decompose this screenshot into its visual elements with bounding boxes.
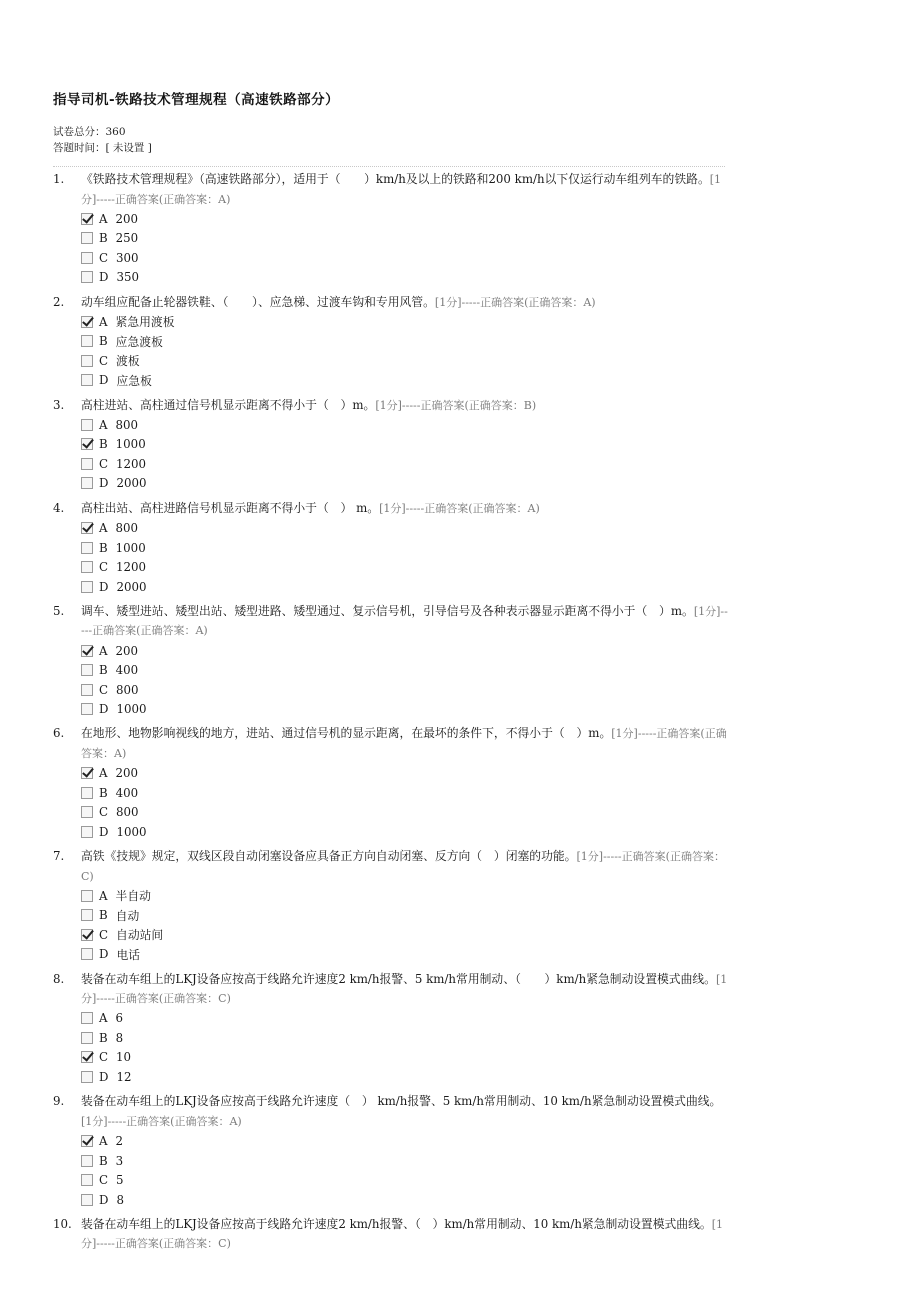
option-letter: C bbox=[99, 682, 109, 697]
option-text: 8 bbox=[115, 1030, 124, 1045]
option-letter: A bbox=[99, 211, 108, 226]
option-text: 800 bbox=[115, 417, 139, 432]
question-item bbox=[53, 602, 728, 719]
divider bbox=[53, 166, 725, 167]
question-stem bbox=[53, 499, 728, 519]
option-a[interactable] bbox=[81, 641, 728, 661]
question-number: 3. bbox=[53, 397, 65, 412]
question-score-answer: [1分]-----正确答案(正确答案：A) bbox=[81, 173, 722, 206]
option-a[interactable] bbox=[81, 415, 728, 435]
question-item bbox=[53, 1215, 728, 1254]
option-text: 2000 bbox=[116, 476, 147, 491]
question-item bbox=[53, 847, 728, 964]
checkbox[interactable] bbox=[81, 787, 93, 799]
question-stem bbox=[53, 724, 728, 763]
option-letter: D bbox=[99, 824, 109, 839]
checkbox[interactable] bbox=[81, 581, 93, 593]
question-item bbox=[53, 970, 728, 1087]
question-stem bbox=[53, 970, 728, 1009]
option-text: 12 bbox=[116, 1069, 132, 1084]
question-item bbox=[53, 396, 728, 494]
checkbox[interactable] bbox=[81, 1032, 93, 1044]
option-b[interactable] bbox=[81, 229, 728, 249]
option-a[interactable] bbox=[81, 518, 728, 538]
option-c[interactable] bbox=[81, 1170, 728, 1190]
option-a[interactable] bbox=[81, 886, 728, 906]
page-title: 指导司机-铁路技术管理规程（高速铁路部分） bbox=[53, 92, 340, 108]
question-list bbox=[53, 170, 728, 1259]
question-item bbox=[53, 293, 728, 391]
option-text: 1200 bbox=[116, 560, 147, 575]
option-d[interactable] bbox=[81, 1190, 728, 1210]
option-b[interactable] bbox=[81, 906, 728, 926]
option-text: 2000 bbox=[116, 579, 147, 594]
option-letter: B bbox=[99, 437, 108, 452]
option-list bbox=[53, 415, 728, 493]
option-text: 400 bbox=[115, 663, 139, 678]
option-text: 800 bbox=[116, 805, 139, 820]
checkbox-checked[interactable] bbox=[81, 438, 93, 450]
question-text: 高柱进站、高柱通过信号机显示距离不得小于（ ）m。 bbox=[81, 397, 376, 412]
option-text: 8 bbox=[116, 1192, 124, 1207]
option-letter: C bbox=[99, 927, 109, 942]
option-c[interactable] bbox=[81, 925, 728, 945]
option-letter: A bbox=[99, 521, 108, 536]
checkbox[interactable] bbox=[81, 826, 93, 838]
option-text: 应急板 bbox=[116, 373, 152, 388]
question-text: 高铁《技规》规定，双线区段自动闭塞设备应具备正方向自动闭塞、反方向（ ）闭塞的功能。 bbox=[81, 849, 577, 864]
option-letter: B bbox=[99, 663, 108, 678]
option-text: 200 bbox=[115, 643, 139, 658]
option-list bbox=[53, 641, 728, 719]
question-score-answer: [1分]-----正确答案(正确答案：A) bbox=[81, 1114, 242, 1128]
question-score-answer: [1分]-----正确答案(正确答案：A) bbox=[81, 727, 727, 760]
option-letter: C bbox=[99, 456, 109, 471]
question-stem bbox=[53, 396, 728, 416]
option-text: 250 bbox=[115, 231, 139, 246]
answer-time: 答题时间：[ 未设置 ] bbox=[53, 142, 152, 154]
option-d[interactable] bbox=[81, 371, 728, 391]
option-d[interactable] bbox=[81, 474, 728, 494]
option-text: 1000 bbox=[115, 540, 146, 555]
checkbox-checked[interactable] bbox=[81, 1051, 93, 1063]
option-text: 400 bbox=[115, 785, 139, 800]
option-letter: A bbox=[99, 766, 108, 781]
checkbox[interactable] bbox=[81, 1012, 93, 1024]
total-score: 试卷总分：360 bbox=[53, 126, 126, 138]
option-a[interactable] bbox=[81, 763, 728, 783]
option-b[interactable] bbox=[81, 1028, 728, 1048]
checkbox[interactable] bbox=[81, 1155, 93, 1167]
checkbox-checked[interactable] bbox=[81, 1135, 93, 1147]
option-list bbox=[53, 763, 728, 841]
checkbox[interactable] bbox=[81, 335, 93, 347]
checkbox[interactable] bbox=[81, 890, 93, 902]
question-number: 6. bbox=[53, 726, 65, 741]
question-text: 《铁路技术管理规程》（高速铁路部分），适用于（ ）km/h及以上的铁路和200 km/h以下仅运行动车组列车的铁路。 bbox=[81, 172, 710, 186]
question-number: 5. bbox=[53, 603, 65, 618]
option-c[interactable] bbox=[81, 454, 728, 474]
question-number: 4. bbox=[53, 500, 65, 515]
option-list bbox=[53, 312, 728, 390]
option-d[interactable] bbox=[81, 822, 728, 842]
question-text: 装备在动车组上的LKJ设备应按高于线路允许速度2 km/h报警、（ ）km/h常用制动、10 km/h紧急制动设置模式曲线。 bbox=[81, 1216, 712, 1231]
question-stem bbox=[53, 293, 728, 313]
option-letter: C bbox=[99, 1050, 109, 1065]
question-score-answer: [1分]-----正确答案(正确答案：C) bbox=[81, 972, 728, 1006]
checkbox[interactable] bbox=[81, 561, 93, 573]
checkbox[interactable] bbox=[81, 664, 93, 676]
option-letter: C bbox=[99, 560, 109, 575]
option-letter: D bbox=[99, 373, 109, 388]
option-c[interactable] bbox=[81, 557, 728, 577]
option-letter: B bbox=[99, 785, 108, 800]
question-number: 7. bbox=[53, 849, 65, 864]
option-letter: A bbox=[99, 643, 108, 658]
option-letter: D bbox=[99, 270, 109, 285]
option-text: 1000 bbox=[116, 702, 147, 717]
question-score-answer: [1分]-----正确答案(正确答案：C) bbox=[81, 850, 725, 883]
option-letter: A bbox=[99, 417, 108, 432]
option-b[interactable] bbox=[81, 783, 728, 803]
option-letter: B bbox=[99, 334, 108, 349]
option-a[interactable] bbox=[81, 209, 728, 229]
question-stem bbox=[53, 170, 728, 209]
question-score-answer: [1分]-----正确答案(正确答案：A) bbox=[434, 295, 596, 309]
option-text: 200 bbox=[115, 766, 139, 781]
option-letter: C bbox=[99, 250, 109, 265]
option-text: 1000 bbox=[116, 824, 147, 839]
option-text: 半自动 bbox=[115, 889, 151, 904]
option-c[interactable] bbox=[81, 1048, 728, 1068]
option-c[interactable] bbox=[81, 248, 728, 268]
option-list bbox=[53, 518, 728, 596]
question-item bbox=[53, 1092, 728, 1209]
checkbox[interactable] bbox=[81, 477, 93, 489]
checkbox[interactable] bbox=[81, 458, 93, 470]
checkbox[interactable] bbox=[81, 419, 93, 431]
option-letter: D bbox=[99, 579, 109, 594]
option-text: 10 bbox=[116, 1050, 132, 1065]
checkbox[interactable] bbox=[81, 232, 93, 244]
checkbox-checked[interactable] bbox=[81, 522, 93, 534]
question-text: 在地形、地物影响视线的地方，进站、通过信号机的显示距离，在最坏的条件下，不得小于（ ）m。 bbox=[81, 726, 612, 741]
option-a[interactable] bbox=[81, 312, 728, 332]
checkbox[interactable] bbox=[81, 252, 93, 264]
option-letter: B bbox=[99, 1153, 108, 1168]
option-letter: D bbox=[99, 702, 109, 717]
option-letter: C bbox=[99, 353, 109, 368]
option-c[interactable] bbox=[81, 351, 728, 371]
option-text: 300 bbox=[116, 250, 139, 265]
option-letter: D bbox=[99, 1192, 109, 1207]
question-number: 9. bbox=[53, 1094, 65, 1109]
option-text: 800 bbox=[116, 682, 139, 697]
checkbox-checked[interactable] bbox=[81, 929, 93, 941]
option-d[interactable] bbox=[81, 268, 728, 288]
option-letter: A bbox=[99, 314, 108, 329]
checkbox-checked[interactable] bbox=[81, 645, 93, 657]
option-letter: A bbox=[99, 1134, 108, 1148]
checkbox[interactable] bbox=[81, 1174, 93, 1186]
option-d[interactable] bbox=[81, 577, 728, 597]
option-text: 5 bbox=[116, 1173, 124, 1187]
question-stem bbox=[53, 602, 728, 641]
option-d[interactable] bbox=[81, 699, 728, 719]
question-number: 10. bbox=[53, 1216, 72, 1231]
checkbox[interactable] bbox=[81, 948, 93, 960]
checkbox[interactable] bbox=[81, 806, 93, 818]
option-text: 自动站间 bbox=[116, 928, 164, 943]
option-letter: B bbox=[99, 540, 108, 555]
option-b[interactable] bbox=[81, 660, 728, 680]
option-text: 200 bbox=[115, 211, 139, 226]
option-letter: C bbox=[99, 1173, 109, 1187]
option-text: 6 bbox=[115, 1011, 124, 1026]
question-score-answer: [1分]-----正确答案(正确答案：B) bbox=[375, 398, 537, 412]
option-text: 1200 bbox=[116, 456, 147, 471]
checkbox[interactable] bbox=[81, 684, 93, 696]
question-stem bbox=[53, 1215, 728, 1254]
option-letter: B bbox=[99, 1030, 108, 1045]
option-list bbox=[53, 209, 728, 287]
option-text: 350 bbox=[116, 270, 139, 285]
option-text: 自动 bbox=[115, 908, 140, 923]
question-score-answer: [1分]-----正确答案(正确答案：C) bbox=[81, 1217, 723, 1251]
checkbox[interactable] bbox=[81, 374, 93, 386]
checkbox[interactable] bbox=[81, 703, 93, 715]
question-text: 装备在动车组上的LKJ设备应按高于线路允许速度（ ） km/h报警、5 km/h常用制动、10 km/h紧急制动设置模式曲线。 bbox=[81, 1094, 722, 1109]
question-stem bbox=[53, 847, 728, 886]
option-text: 电话 bbox=[116, 947, 141, 962]
checkbox-checked[interactable] bbox=[81, 767, 93, 779]
option-text: 1000 bbox=[115, 437, 146, 452]
option-a[interactable] bbox=[81, 1009, 728, 1029]
option-letter: D bbox=[99, 1069, 109, 1084]
option-b[interactable] bbox=[81, 332, 728, 352]
option-list bbox=[53, 1009, 728, 1087]
option-d[interactable] bbox=[81, 1067, 728, 1087]
checkbox-checked[interactable] bbox=[81, 213, 93, 225]
option-b[interactable] bbox=[81, 538, 728, 558]
checkbox[interactable] bbox=[81, 355, 93, 367]
option-letter: D bbox=[99, 476, 109, 491]
question-item bbox=[53, 170, 728, 287]
option-c[interactable] bbox=[81, 680, 728, 700]
question-number: 2. bbox=[53, 294, 65, 309]
option-list bbox=[53, 1131, 728, 1209]
option-d[interactable] bbox=[81, 945, 728, 965]
question-text: 调车、矮型进站、矮型出站、矮型进路、矮型通过、复示信号机，引导信号及各种表示器显示距离不得小于（ ）m。 bbox=[81, 603, 694, 618]
question-text: 高柱出站、高柱进路信号机显示距离不得小于（ ） m。 bbox=[81, 500, 380, 515]
option-a[interactable] bbox=[81, 1131, 728, 1151]
checkbox[interactable] bbox=[81, 542, 93, 554]
option-text: 3 bbox=[115, 1153, 124, 1168]
option-letter: D bbox=[99, 947, 109, 962]
checkbox-checked[interactable] bbox=[81, 316, 93, 328]
option-text: 紧急用渡板 bbox=[115, 315, 175, 330]
question-number: 8. bbox=[53, 971, 65, 986]
checkbox[interactable] bbox=[81, 271, 93, 283]
option-text: 渡板 bbox=[116, 354, 140, 369]
option-list bbox=[53, 886, 728, 964]
question-score-answer: [1分]-----正确答案(正确答案：A) bbox=[379, 501, 540, 515]
option-letter: A bbox=[99, 1011, 108, 1026]
question-number: 1. bbox=[53, 172, 65, 186]
option-c[interactable] bbox=[81, 802, 728, 822]
checkbox[interactable] bbox=[81, 1071, 93, 1083]
question-item bbox=[53, 499, 728, 597]
question-stem bbox=[53, 1092, 728, 1131]
option-letter: A bbox=[99, 888, 108, 903]
question-score-answer: [1分]-----正确答案(正确答案：A) bbox=[81, 604, 728, 638]
option-text: 2 bbox=[115, 1134, 124, 1148]
option-letter: C bbox=[99, 805, 109, 820]
option-b[interactable] bbox=[81, 1151, 728, 1171]
checkbox[interactable] bbox=[81, 1194, 93, 1206]
option-text: 800 bbox=[115, 521, 139, 536]
question-item bbox=[53, 724, 728, 841]
option-text: 应急渡板 bbox=[115, 334, 163, 349]
option-b[interactable] bbox=[81, 435, 728, 455]
option-letter: B bbox=[99, 908, 108, 923]
question-text: 装备在动车组上的LKJ设备应按高于线路允许速度2 km/h报警、5 km/h常用制动、（ ）km/h紧急制动设置模式曲线。 bbox=[81, 971, 716, 986]
question-text: 动车组应配备止轮器铁鞋、（ ）、应急梯、过渡车钩和专用风管。 bbox=[81, 294, 435, 309]
checkbox[interactable] bbox=[81, 909, 93, 921]
option-letter: B bbox=[99, 231, 108, 246]
